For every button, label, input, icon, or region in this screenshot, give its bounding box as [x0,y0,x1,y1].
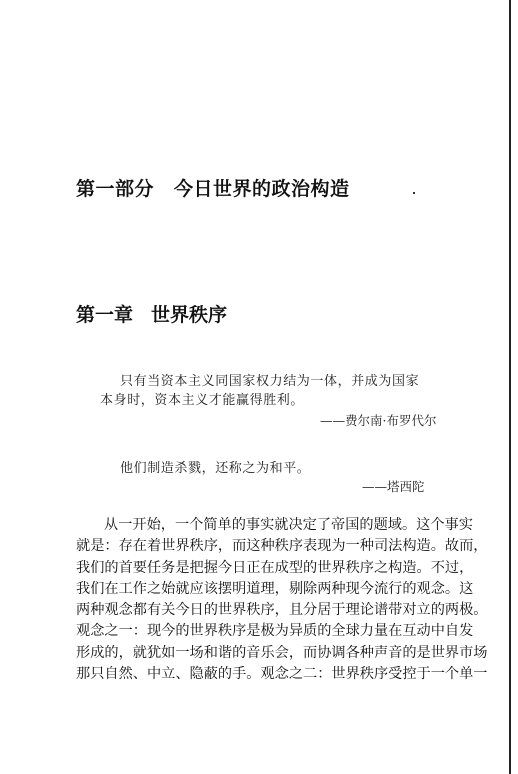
body-line: 我们在工作之始就应该摆明道理，剔除两种现今流行的观念。这 [76,580,474,597]
chapter-label: 第一章 [76,304,134,326]
epigraph-2-attribution: ——塔西陀 [362,479,425,494]
body-paragraph [76,515,508,685]
body-line: 两种观念都有关今日的世界秩序，且分居于理论谱带对立的两极。 [76,602,488,619]
epigraph-2-line-1: 他们制造杀戮，还称之为和平。 [120,461,311,476]
body-line: 形成的，就犹如一场和谐的音乐会，而协调各种声音的是世界市场 [76,644,488,661]
epigraph-1-line-2: 本身时，资本主义才能赢得胜利。 [100,393,305,408]
part-heading [76,174,350,201]
body-line: 观念之一：现今的世界秩序是极为异质的全球力量在互动中自发 [76,623,474,640]
body-line: 就是：存在着世界秩序，而这种秩序表现为一种司法构造。故而， [76,538,488,555]
epigraph-1-line-1: 只有当资本主义同国家权力结为一体，并成为国家 [120,374,420,389]
part-label: 第一部分 [76,178,155,200]
scan-speck [413,192,415,194]
body-line: 那只自然、中立、隐蔽的手。观念之二：世界秩序受控于一个单一 [76,666,488,683]
chapter-title: 世界秩序 [151,304,228,326]
part-title: 今日世界的政治构造 [174,178,350,200]
body-line: 我们的首要任务是把握今日正在成型的世界秩序之构造。不过， [76,559,474,576]
chapter-heading [76,300,227,327]
body-line: 从一开始，一个简单的事实就决定了帝国的题域。这个事实 [104,517,473,533]
epigraph-1-attribution: ——费尔南·布罗代尔 [320,413,437,428]
